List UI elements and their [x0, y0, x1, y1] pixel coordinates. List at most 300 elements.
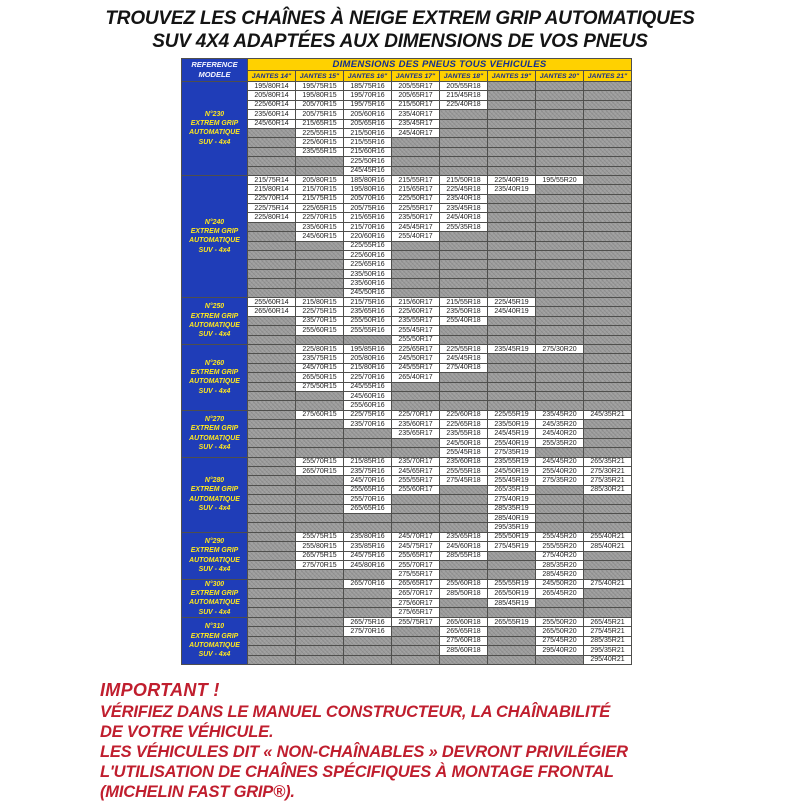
- table-row: [182, 232, 632, 241]
- empty-cell: [488, 91, 536, 100]
- tire-size-cell: 195/85R16: [344, 344, 392, 353]
- tire-size-cell: 225/55R16: [344, 241, 392, 250]
- table-row: [182, 457, 632, 466]
- empty-cell: [536, 391, 584, 400]
- table-row: [182, 316, 632, 325]
- empty-cell: [344, 523, 392, 532]
- empty-cell: [248, 269, 296, 278]
- fitment-table-container: [181, 58, 632, 665]
- model-header-line: MODELE: [198, 70, 231, 79]
- tire-size-cell: 265/55R19: [488, 617, 536, 626]
- tire-size-cell: 225/65R15: [296, 204, 344, 213]
- tire-size-cell: 215/55R18: [440, 297, 488, 306]
- tire-size-cell: 245/40R17: [392, 128, 440, 137]
- table-row: [182, 147, 632, 156]
- tire-size-cell: 225/65R17: [392, 344, 440, 353]
- tire-size-cell: 215/65R16: [344, 213, 392, 222]
- table-row: [182, 297, 632, 306]
- table-row: [182, 307, 632, 316]
- empty-cell: [584, 326, 632, 335]
- empty-cell: [344, 438, 392, 447]
- empty-cell: [584, 100, 632, 109]
- tire-size-cell: 265/50R20: [536, 627, 584, 636]
- model-ref-cell: [182, 297, 248, 344]
- empty-cell: [488, 316, 536, 325]
- empty-cell: [248, 128, 296, 137]
- empty-cell: [440, 608, 488, 618]
- tire-size-cell: 295/40R21: [584, 655, 632, 664]
- model-ref-line: EXTREM GRIP: [190, 632, 239, 640]
- empty-cell: [488, 241, 536, 250]
- empty-cell: [344, 589, 392, 599]
- empty-cell: [536, 100, 584, 109]
- tire-size-cell: 235/60R17: [392, 420, 440, 429]
- tire-size-cell: 205/65R17: [392, 91, 440, 100]
- tire-size-cell: 225/60R14: [248, 100, 296, 109]
- empty-cell: [584, 344, 632, 353]
- empty-cell: [584, 269, 632, 278]
- model-ref-line: EXTREM GRIP: [190, 312, 239, 320]
- empty-cell: [488, 391, 536, 400]
- model-ref-cell: [182, 82, 248, 176]
- tire-size-cell: 255/65R16: [344, 485, 392, 494]
- empty-cell: [392, 438, 440, 447]
- reference-header-line: REFERENCE: [191, 59, 238, 69]
- empty-cell: [440, 232, 488, 241]
- empty-cell: [584, 316, 632, 325]
- empty-cell: [440, 260, 488, 269]
- empty-cell: [536, 213, 584, 222]
- empty-cell: [536, 157, 584, 166]
- dimensions-header: DIMENSIONS DES PNEUS TOUS VEHICULES: [248, 59, 632, 71]
- table-row: [182, 655, 632, 664]
- important-label: IMPORTANT !: [100, 680, 220, 700]
- tire-size-cell: 245/60R16: [344, 391, 392, 400]
- empty-cell: [296, 627, 344, 636]
- tire-size-cell: 265/40R17: [392, 373, 440, 382]
- model-ref-line: EXTREM GRIP: [190, 228, 239, 236]
- tire-size-cell: 285/35R21: [584, 636, 632, 645]
- empty-cell: [248, 570, 296, 579]
- tire-size-cell: 225/75R15: [296, 307, 344, 316]
- table-row: [182, 410, 632, 419]
- model-ref-line: EXTREM GRIP: [190, 590, 239, 598]
- empty-cell: [536, 279, 584, 288]
- empty-cell: [536, 401, 584, 410]
- tire-size-cell: 215/80R14: [248, 185, 296, 194]
- empty-cell: [536, 513, 584, 522]
- empty-cell: [536, 222, 584, 231]
- model-ref-line: AUTOMATIQUE: [189, 378, 240, 386]
- empty-cell: [584, 513, 632, 522]
- tire-size-cell: 265/50R15: [296, 373, 344, 382]
- empty-cell: [248, 495, 296, 504]
- empty-cell: [488, 401, 536, 410]
- tire-size-cell: 245/35R21: [584, 410, 632, 419]
- table-row: [182, 110, 632, 119]
- column-header-jantes-18: JANTES 18": [440, 71, 488, 82]
- tire-size-cell: 255/55R20: [536, 542, 584, 551]
- empty-cell: [296, 655, 344, 664]
- tire-size-cell: 235/70R16: [344, 420, 392, 429]
- empty-cell: [584, 222, 632, 231]
- tire-size-cell: 275/60R18: [440, 636, 488, 645]
- tire-size-cell: 205/65R16: [344, 119, 392, 128]
- empty-cell: [248, 457, 296, 466]
- empty-cell: [248, 532, 296, 541]
- tire-size-cell: 235/70R17: [392, 457, 440, 466]
- empty-cell: [488, 551, 536, 560]
- tire-size-cell: 215/55R16: [344, 138, 392, 147]
- model-ref-line: AUTOMATIQUE: [189, 321, 240, 329]
- tire-size-cell: 245/50R20: [536, 579, 584, 589]
- tire-size-cell: 275/70R16: [344, 627, 392, 636]
- empty-cell: [392, 288, 440, 297]
- empty-cell: [296, 251, 344, 260]
- tire-size-cell: 255/55R17: [392, 476, 440, 485]
- column-header-jantes-17: JANTES 17": [392, 71, 440, 82]
- empty-cell: [296, 485, 344, 494]
- empty-cell: [248, 251, 296, 260]
- empty-cell: [392, 279, 440, 288]
- tire-size-cell: 235/40R19: [488, 185, 536, 194]
- empty-cell: [584, 241, 632, 250]
- tire-size-cell: 225/70R15: [296, 213, 344, 222]
- empty-cell: [536, 147, 584, 156]
- tire-size-cell: 265/70R16: [344, 579, 392, 589]
- empty-cell: [584, 420, 632, 429]
- tire-size-cell: 275/45R19: [488, 542, 536, 551]
- tire-size-cell: 195/80R15: [296, 91, 344, 100]
- empty-cell: [248, 485, 296, 494]
- column-header-jantes-19: JANTES 19": [488, 71, 536, 82]
- table-row: [182, 100, 632, 109]
- empty-cell: [488, 222, 536, 231]
- empty-cell: [440, 504, 488, 513]
- empty-cell: [296, 598, 344, 608]
- empty-cell: [584, 589, 632, 599]
- empty-cell: [536, 110, 584, 119]
- tire-size-cell: 255/55R19: [488, 579, 536, 589]
- model-ref-line: EXTREM GRIP: [190, 425, 239, 433]
- tire-size-cell: 245/80R16: [344, 560, 392, 569]
- empty-cell: [584, 391, 632, 400]
- tire-size-cell: 255/65R17: [392, 551, 440, 560]
- empty-cell: [536, 307, 584, 316]
- tire-size-cell: 275/35R20: [536, 476, 584, 485]
- tire-size-cell: 275/65R17: [392, 608, 440, 618]
- empty-cell: [584, 373, 632, 382]
- empty-cell: [344, 513, 392, 522]
- tire-size-cell: 225/80R15: [296, 344, 344, 353]
- warning-line: VÉRIFIEZ DANS LE MANUEL CONSTRUCTEUR, LA CHAÎNABILITÉ: [100, 703, 611, 721]
- model-ref-line: AUTOMATIQUE: [189, 495, 240, 503]
- empty-cell: [584, 157, 632, 166]
- tire-size-cell: 225/50R17: [392, 194, 440, 203]
- warning-line: DE VOTRE VÉHICULE.: [100, 722, 274, 741]
- tire-size-cell: 225/45R19: [488, 297, 536, 306]
- tire-size-cell: 285/40R19: [488, 513, 536, 522]
- empty-cell: [584, 147, 632, 156]
- tire-size-cell: 265/35R19: [488, 485, 536, 494]
- empty-cell: [488, 560, 536, 569]
- tire-size-cell: 275/30R20: [536, 344, 584, 353]
- tire-size-cell: 255/40R18: [440, 316, 488, 325]
- model-ref-line: N°310: [204, 623, 225, 631]
- empty-cell: [584, 288, 632, 297]
- table-row: [182, 608, 632, 618]
- tire-size-cell: 205/75R16: [344, 204, 392, 213]
- empty-cell: [440, 251, 488, 260]
- tire-size-cell: 225/55R18: [440, 344, 488, 353]
- table-row: [182, 523, 632, 532]
- empty-cell: [440, 495, 488, 504]
- table-row: [182, 579, 632, 589]
- tire-size-cell: 255/45R20: [536, 532, 584, 541]
- empty-cell: [584, 128, 632, 137]
- tire-size-cell: 255/50R20: [536, 617, 584, 626]
- tire-size-cell: 205/60R16: [344, 110, 392, 119]
- empty-cell: [440, 157, 488, 166]
- empty-cell: [440, 326, 488, 335]
- model-ref-line: N°270: [204, 416, 225, 424]
- table-row: [182, 138, 632, 147]
- empty-cell: [296, 570, 344, 579]
- empty-cell: [248, 589, 296, 599]
- empty-cell: [536, 523, 584, 532]
- empty-cell: [488, 288, 536, 297]
- model-ref-line: AUTOMATIQUE: [189, 599, 240, 607]
- tire-size-cell: 255/60R18: [440, 579, 488, 589]
- empty-cell: [536, 598, 584, 608]
- table-row: [182, 166, 632, 175]
- empty-cell: [344, 608, 392, 618]
- empty-cell: [488, 570, 536, 579]
- empty-cell: [488, 382, 536, 391]
- model-ref-line: AUTOMATIQUE: [189, 129, 240, 137]
- empty-cell: [296, 279, 344, 288]
- empty-cell: [392, 157, 440, 166]
- tire-size-cell: 255/55R16: [344, 326, 392, 335]
- table-row: [182, 560, 632, 569]
- tire-size-cell: 255/40R17: [392, 232, 440, 241]
- tire-size-cell: 255/35R20: [536, 438, 584, 447]
- table-row: [182, 194, 632, 203]
- model-ref-line: EXTREM GRIP: [190, 486, 239, 494]
- empty-cell: [536, 138, 584, 147]
- tire-size-cell: 225/45R18: [440, 185, 488, 194]
- tire-size-cell: 195/80R14: [248, 82, 296, 91]
- empty-cell: [248, 138, 296, 147]
- tire-size-cell: 215/65R15: [296, 119, 344, 128]
- tire-size-cell: 225/55R15: [296, 128, 344, 137]
- table-row: [182, 119, 632, 128]
- table-row: [182, 391, 632, 400]
- tire-size-cell: 225/60R16: [344, 251, 392, 260]
- tire-size-cell: 215/50R17: [392, 100, 440, 109]
- column-header-jantes-14: JANTES 14": [248, 71, 296, 82]
- empty-cell: [392, 513, 440, 522]
- model-ref-line: SUV - 4x4: [198, 505, 231, 512]
- tire-size-cell: 245/70R16: [344, 476, 392, 485]
- empty-cell: [584, 560, 632, 569]
- empty-cell: [440, 241, 488, 250]
- empty-cell: [344, 598, 392, 608]
- tire-size-cell: 285/45R20: [536, 570, 584, 579]
- tire-size-cell: 255/40R21: [584, 532, 632, 541]
- model-ref-line: N°300: [204, 580, 225, 588]
- empty-cell: [488, 82, 536, 91]
- tire-size-cell: 255/50R19: [488, 532, 536, 541]
- table-row: [182, 213, 632, 222]
- tire-size-cell: 215/70R15: [296, 185, 344, 194]
- tire-size-cell: 225/60R15: [296, 138, 344, 147]
- tire-size-cell: 245/40R18: [440, 213, 488, 222]
- empty-cell: [536, 185, 584, 194]
- empty-cell: [392, 636, 440, 645]
- tire-size-cell: 235/60R15: [296, 222, 344, 231]
- tire-size-cell: 265/70R17: [392, 589, 440, 599]
- empty-cell: [584, 297, 632, 306]
- tire-size-cell: 285/50R18: [440, 589, 488, 599]
- empty-cell: [248, 627, 296, 636]
- tire-size-cell: 235/60R18: [440, 457, 488, 466]
- empty-cell: [488, 269, 536, 278]
- table-row: [182, 532, 632, 541]
- table-row: [182, 551, 632, 560]
- model-ref-line: EXTREM GRIP: [190, 547, 239, 555]
- empty-cell: [440, 166, 488, 175]
- table-row: [182, 269, 632, 278]
- empty-cell: [344, 655, 392, 664]
- empty-cell: [440, 279, 488, 288]
- empty-cell: [584, 279, 632, 288]
- empty-cell: [536, 91, 584, 100]
- empty-cell: [392, 251, 440, 260]
- tire-size-cell: 235/45R20: [536, 410, 584, 419]
- empty-cell: [248, 344, 296, 353]
- empty-cell: [488, 232, 536, 241]
- empty-cell: [296, 260, 344, 269]
- tire-size-cell: 285/60R18: [440, 646, 488, 655]
- empty-cell: [584, 495, 632, 504]
- empty-cell: [536, 448, 584, 457]
- model-ref-cell: [182, 617, 248, 664]
- tire-size-cell: 275/40R21: [584, 579, 632, 589]
- empty-cell: [296, 513, 344, 522]
- empty-cell: [248, 166, 296, 175]
- table-row: [182, 646, 632, 655]
- tire-size-cell: 235/45R17: [392, 119, 440, 128]
- empty-cell: [488, 636, 536, 645]
- table-row: [182, 128, 632, 137]
- empty-cell: [488, 251, 536, 260]
- empty-cell: [248, 551, 296, 560]
- empty-cell: [536, 260, 584, 269]
- tire-size-cell: 225/60R17: [392, 307, 440, 316]
- tire-size-cell: 245/45R16: [344, 166, 392, 175]
- empty-cell: [536, 232, 584, 241]
- tire-size-cell: 215/85R16: [344, 457, 392, 466]
- model-ref-cell: [182, 532, 248, 579]
- tire-size-cell: 255/70R16: [344, 495, 392, 504]
- empty-cell: [488, 128, 536, 137]
- empty-cell: [584, 119, 632, 128]
- empty-cell: [440, 373, 488, 382]
- empty-cell: [488, 194, 536, 203]
- empty-cell: [488, 608, 536, 618]
- empty-cell: [536, 297, 584, 306]
- tire-size-cell: 275/40R18: [440, 363, 488, 372]
- model-ref-line: SUV - 4x4: [198, 331, 231, 339]
- table-row: [182, 326, 632, 335]
- model-ref-line: SUV - 4x4: [198, 443, 231, 451]
- tire-size-cell: 205/80R16: [344, 354, 392, 363]
- tire-size-cell: 205/80R15: [296, 175, 344, 184]
- empty-cell: [296, 429, 344, 438]
- tire-size-cell: 255/40R19: [488, 438, 536, 447]
- model-ref-line: AUTOMATIQUE: [189, 237, 240, 245]
- tire-size-cell: 225/55R17: [392, 204, 440, 213]
- tire-size-table: [181, 58, 632, 665]
- tire-size-cell: 225/70R16: [344, 373, 392, 382]
- warning-line: (MICHELIN FAST GRIP®).: [100, 782, 295, 801]
- table-row: [182, 627, 632, 636]
- table-row: [182, 363, 632, 372]
- page-title-line-1: TROUVEZ LES CHAÎNES À NEIGE EXTREM GRIP AUTOMATIQUES: [105, 8, 695, 29]
- tire-size-cell: 265/65R16: [344, 504, 392, 513]
- table-row: [182, 570, 632, 579]
- table-row: [182, 542, 632, 551]
- empty-cell: [488, 335, 536, 344]
- empty-cell: [488, 110, 536, 119]
- tire-size-cell: 225/65R18: [440, 420, 488, 429]
- tire-size-cell: 225/50R16: [344, 157, 392, 166]
- empty-cell: [536, 382, 584, 391]
- tire-size-cell: 295/35R19: [488, 523, 536, 532]
- model-ref-line: EXTREM GRIP: [190, 368, 239, 376]
- tire-size-cell: 285/40R21: [584, 542, 632, 551]
- empty-cell: [536, 354, 584, 363]
- model-ref-line: SUV - 4x4: [198, 651, 231, 659]
- empty-cell: [488, 627, 536, 636]
- tire-size-cell: 275/40R20: [536, 551, 584, 560]
- empty-cell: [296, 269, 344, 278]
- empty-cell: [440, 570, 488, 579]
- empty-cell: [536, 194, 584, 203]
- empty-cell: [440, 119, 488, 128]
- empty-cell: [488, 166, 536, 175]
- table-row: [182, 82, 632, 91]
- table-row: [182, 429, 632, 438]
- empty-cell: [440, 335, 488, 344]
- empty-cell: [536, 655, 584, 664]
- tire-size-cell: 235/60R16: [344, 279, 392, 288]
- table-row: [182, 288, 632, 297]
- empty-cell: [440, 128, 488, 137]
- tire-size-cell: 235/50R17: [392, 213, 440, 222]
- empty-cell: [248, 617, 296, 626]
- empty-cell: [248, 608, 296, 618]
- tire-size-cell: 215/60R17: [392, 297, 440, 306]
- tire-size-cell: 225/75R16: [344, 410, 392, 419]
- empty-cell: [296, 646, 344, 655]
- empty-cell: [584, 232, 632, 241]
- empty-cell: [296, 523, 344, 532]
- tire-size-cell: 245/55R16: [344, 382, 392, 391]
- empty-cell: [584, 429, 632, 438]
- tire-size-cell: 265/50R19: [488, 589, 536, 599]
